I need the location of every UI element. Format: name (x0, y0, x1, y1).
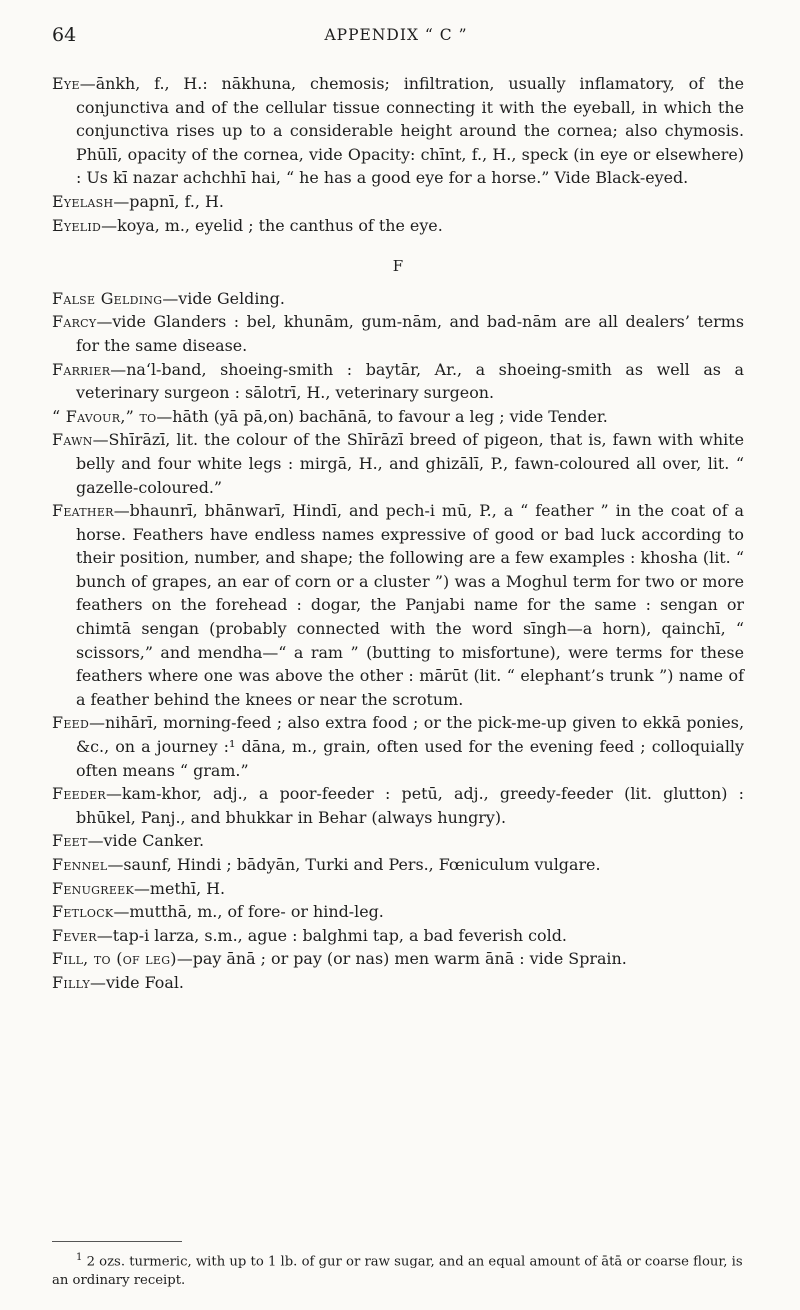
entry-text: —hāth (yā pā,on) bachānā, to favour a leg ; vide Tender. (156, 406, 608, 426)
entry-feet (52, 829, 744, 853)
entry-text: —papnī, f., H. (113, 191, 224, 211)
entry-farrier (52, 358, 744, 405)
headword: Feed (52, 713, 90, 733)
entry-false-gelding (52, 287, 744, 311)
footnote (52, 1248, 744, 1290)
headword: False Gelding (52, 288, 163, 308)
headword: Fennel (52, 855, 108, 874)
entry-fever (52, 924, 744, 948)
entry-text: —Shīrāzī, lit. the colour of the Shīrāzī breed of pigeon, that is, fawn with white belly and four white legs : mirgā, H., and ghizālī, P., fawn-coloured all over, lit. “ gazelle-coloured.” (76, 430, 744, 497)
entry-text: —vide Canker. (87, 831, 205, 851)
entry-feeder (52, 782, 744, 829)
headword: Fever (52, 925, 97, 945)
running-head: APPENDIX “ C ” (324, 26, 468, 44)
footnote-mark: 1 (76, 1252, 83, 1263)
entry-filly (52, 971, 744, 995)
entry-text: —vide Foal. (90, 972, 184, 992)
entry-text: —nihārī, morning-feed ; also extra food ; or the pick-me-up given to ekkā ponies, &c., on a journey :¹ dāna, m., grain, often used for the evening feed ; colloquially often means “ gram.” (76, 713, 744, 780)
entry-fill (52, 947, 744, 971)
entry-text: —ānkh, f., H.: nākhuna, chemosis; infiltration, usually inflamatory, of the conjunctiva and of the cellular tissue connecting it with the eyeball, in which the conjunctiva rises up to a considerable height around the cornea; also chymosis. Phūlī, opacity of the cornea, vide Opacity: chīnt, f., H., speck (in eye or elsewhere) : Us kī nazar achchhī hai, “ he has a good eye for a horse.” Vide Black-eyed. (76, 74, 744, 188)
headword: Filly (52, 972, 91, 992)
entry-feather (52, 499, 744, 711)
headword: Fetlock (52, 902, 114, 922)
headword: Fawn (52, 430, 93, 450)
footnote-text: 2 ozs. turmeric, with up to 1 lb. of gur or raw sugar, and an equal amount of ātā or coarse flour, is an ordinary receipt. (52, 1254, 743, 1289)
entry-text: —na‘l-band, shoeing-smith : baytār, Ar., a shoeing-smith as well as a veterinary surgeon : sālotrī, H., veterinary surgeon. (76, 359, 744, 403)
entry-text: —tap-i larza, s.m., ague : balghmi tap, a bad feverish cold. (96, 925, 567, 945)
entry-favour (52, 405, 744, 429)
entry-text: —bhaunrī, bhānwarī, Hindī, and pech-i mū, P., a “ feather ” in the coat of a horse. Feathers have endless names expressive of good or bad luck according to their position, number, and shape; the following are a few examples : khosha (lit. “ bunch of grapes, an ear of corn or a cluster ”) was a Moghul term for two or more feathers on the forehead : dogar, the Panjabi name for the same : sengan or chimtā sengan (probably connected with the word sīngh—a horn), qainchī, “ scissors,” and mendha—“ a ram ” (butting to misfortune), were terms for these feathers where one was above the other : mārūt (lit. “ elephant’s trunk ”) name of a feather behind the knees or near the scrotum. (76, 501, 744, 709)
entry-text: —saunf, Hindi ; bādyān, Turki and Pers., Fœniculum vulgare. (107, 855, 601, 874)
headword: Feather (52, 501, 114, 521)
entry-fawn (52, 428, 744, 499)
footnote-rule (52, 1241, 182, 1242)
page-header (52, 24, 740, 52)
entry-eye (52, 72, 744, 190)
headword: Farrier (52, 359, 111, 379)
entry-text: —mutthā, m., of fore- or hind-leg. (113, 902, 384, 922)
entry-feed (52, 711, 744, 782)
headword: Fenugreek (52, 878, 134, 898)
entry-fenugreek (52, 877, 744, 901)
headword: Fill, to (of leg) (52, 949, 177, 969)
headword: Eye (52, 74, 80, 93)
headword: Eyelash (52, 191, 114, 211)
entry-eyelid (52, 214, 744, 238)
entry-text: —koya, m., eyelid ; the canthus of the eye. (101, 215, 443, 235)
entry-fetlock (52, 900, 744, 924)
entry-text: —pay ānā ; or pay (or nas) men warm ānā : vide Sprain. (176, 949, 627, 969)
headword: “ Favour,” to (52, 406, 157, 426)
headword: Eyelid (52, 215, 102, 235)
entry-text: —vide Glanders : bel, khunām, gum-nām, and bad-nām are all dealers’ terms for the same disease. (76, 312, 744, 355)
entry-fennel (52, 853, 744, 877)
headword: Feeder (52, 784, 107, 804)
dictionary-body (52, 72, 744, 995)
entry-text: —vide Gelding. (162, 288, 285, 308)
section-letter: F (392, 257, 404, 276)
page-number: 64 (52, 24, 77, 46)
entry-farcy (52, 310, 744, 357)
headword: Farcy (52, 312, 97, 332)
entry-text: —kam-khor, adj., a poor-feeder : petū, adj., greedy-feeder (lit. glutton) : bhūkel, Panj., and bhukkar in Behar (always hungry). (76, 784, 744, 827)
headword: Feet (52, 831, 88, 851)
entry-text: —methī, H. (134, 878, 226, 898)
entry-eyelash (52, 190, 744, 214)
